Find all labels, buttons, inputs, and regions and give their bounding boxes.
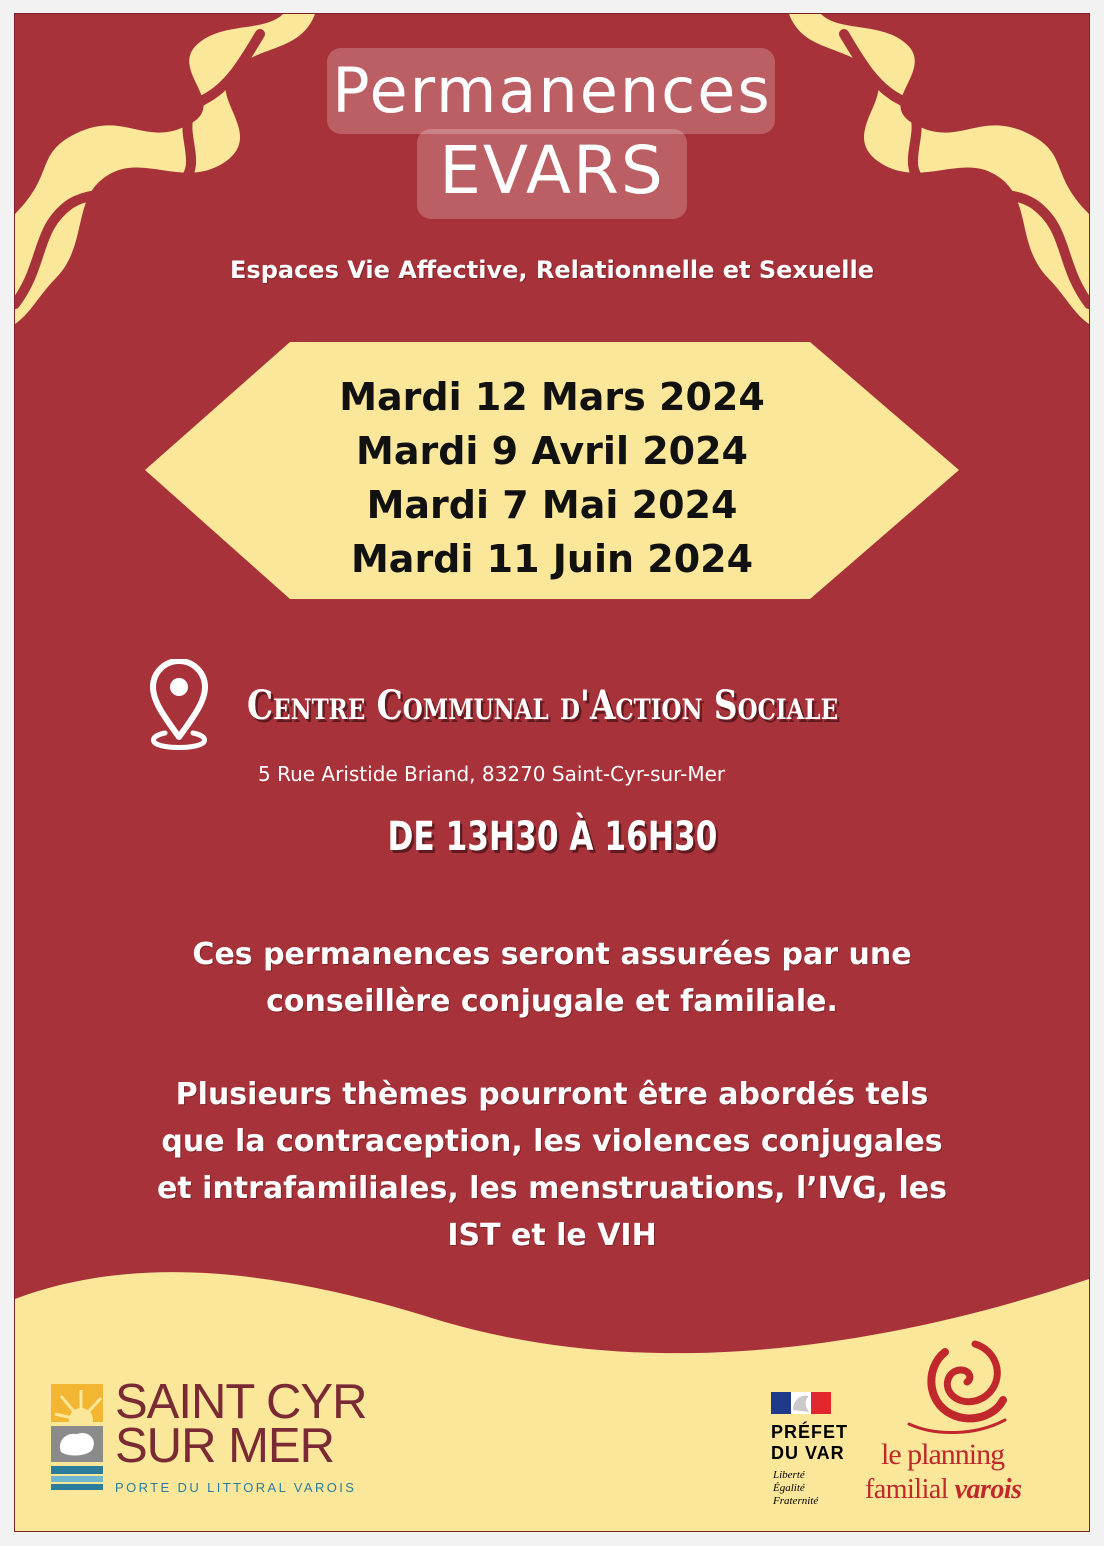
- motto-fraternite: Fraternité: [773, 1495, 819, 1507]
- saint-cyr-line-2: SUR MER: [115, 1419, 334, 1473]
- paragraph-counselor: [15, 931, 1089, 1025]
- planning-familial-word: familial: [865, 1474, 955, 1505]
- date-item: Mardi 9 Avril 2024: [356, 429, 748, 473]
- location-address: 5 Rue Aristide Briand, 83270 Saint-Cyr-sur-Mer: [258, 762, 726, 786]
- date-item: Mardi 11 Juin 2024: [350, 537, 754, 581]
- paragraph-line: Ces permanences seront assurées par une: [192, 937, 912, 972]
- subtitle: Espaces Vie Affective, Relationnelle et Sexuelle: [230, 256, 874, 284]
- french-republic-marianne-icon: [771, 1392, 831, 1414]
- date-item: Mardi 7 Mai 2024: [366, 483, 738, 527]
- saint-cyr-line-1: SAINT CYR: [115, 1375, 367, 1429]
- planning-varois-word: varois: [954, 1474, 1022, 1505]
- paragraph-line: et intrafamiliales, les menstruations, l’IVG, les: [157, 1171, 947, 1206]
- motto-liberte: Liberté: [773, 1469, 805, 1481]
- saint-cyr-tagline: PORTE DU LITTORAL VAROIS: [115, 1480, 357, 1495]
- planning-line-2: [865, 1474, 1022, 1506]
- planning-familial-spiral-icon: [905, 1332, 1015, 1442]
- motto-egalite: Égalité: [773, 1482, 805, 1494]
- paragraph-line: Plusieurs thèmes pourront être abordés tels: [175, 1077, 929, 1112]
- date-item: Mardi 12 Mars 2024: [339, 375, 765, 419]
- prefet-text: [771, 1422, 848, 1464]
- dates-list: [15, 370, 1089, 586]
- prefet-line-1: PRÉFET: [771, 1422, 849, 1442]
- location-name: Centre Communal d'Action Sociale: [247, 682, 839, 729]
- opening-hours-text: DE 13H30 À 16H30: [387, 814, 717, 860]
- prefet-line-2: DU VAR: [771, 1443, 845, 1463]
- title-line-1: Permanences: [332, 54, 772, 127]
- paragraph-line: IST et le VIH: [447, 1218, 657, 1253]
- paragraph-line: que la contraception, les violences conjugales: [161, 1124, 943, 1159]
- title-line-2: EVARS: [439, 132, 665, 209]
- planning-line-1: le planning: [881, 1438, 1005, 1471]
- map-pin-icon: [145, 659, 213, 751]
- paragraph-line: conseillère conjugale et familiale.: [266, 984, 838, 1019]
- poster: [14, 13, 1090, 1532]
- opening-hours: [15, 814, 1089, 860]
- paragraph-themes: [15, 1071, 1089, 1259]
- prefet-motto: [773, 1469, 818, 1508]
- saint-cyr-logo-text: [115, 1375, 367, 1473]
